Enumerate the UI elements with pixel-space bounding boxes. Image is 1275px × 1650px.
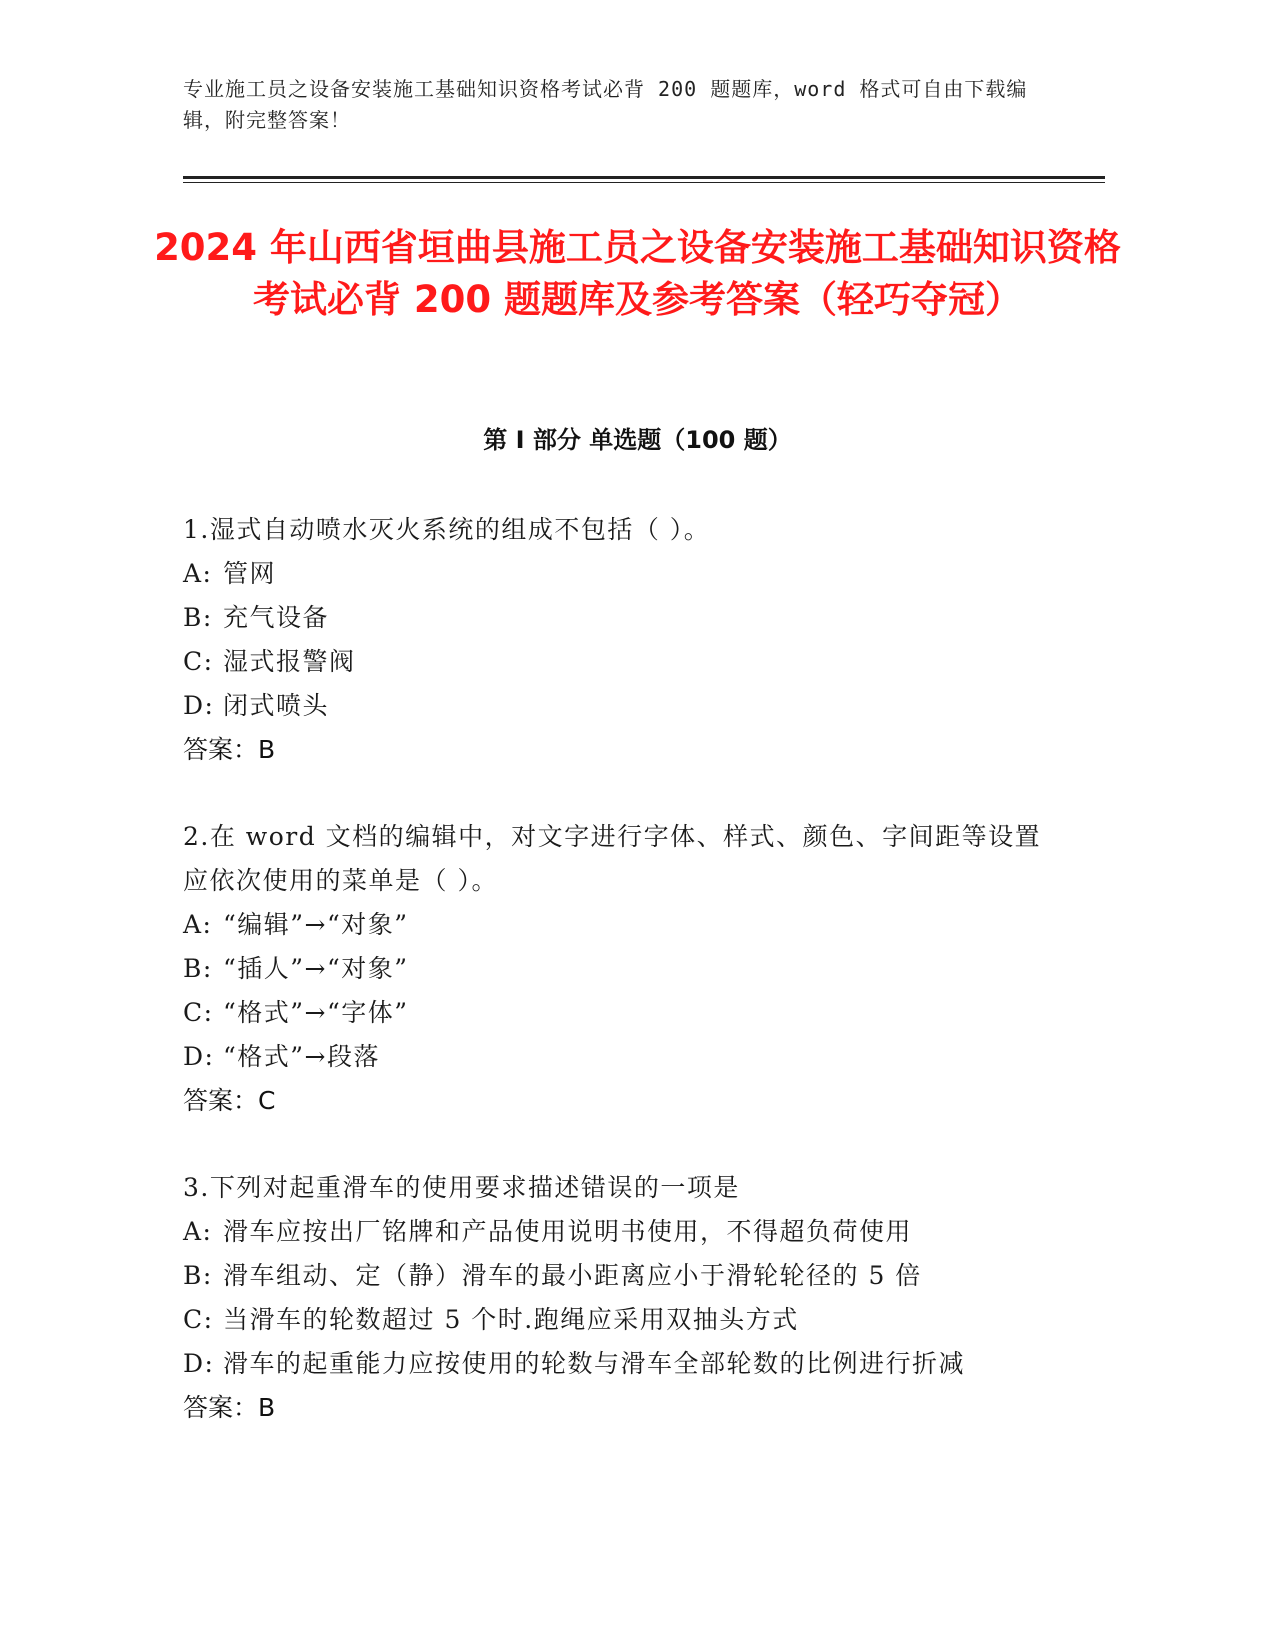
option-text: 湿式报警阀 (223, 647, 356, 676)
option-key: A: (183, 910, 213, 939)
answer-line: 答案：C (183, 1086, 276, 1115)
question-1 (183, 508, 1063, 772)
option-b (183, 1254, 1063, 1298)
question-stem: 3.下列对起重滑车的使用要求描述错误的一项是 (183, 1173, 740, 1202)
option-a (183, 552, 1063, 596)
option-b (183, 947, 1063, 991)
question-stem: 1.湿式自动喷水灭火系统的组成不包括（ ）。 (183, 515, 711, 544)
option-key: D: (183, 691, 215, 720)
option-text: 滑车组动、定（静）滑车的最小距离应小于滑轮轮径的 5 倍 (223, 1261, 922, 1290)
option-d (183, 1342, 1063, 1386)
option-key: C: (183, 998, 214, 1027)
section-title: 第 I 部分 单选题（100 题） (483, 426, 792, 454)
option-key: B: (183, 1261, 213, 1290)
option-key: C: (183, 647, 214, 676)
option-text: “编辑”→“对象” (223, 910, 409, 939)
option-key: D: (183, 1042, 215, 1071)
answer-line: 答案：B (183, 1393, 276, 1422)
question-3 (183, 1166, 1063, 1430)
option-text: “格式”→“字体” (223, 998, 409, 1027)
option-d (183, 684, 1063, 728)
option-text: 闭式喷头 (223, 691, 330, 720)
option-text: 管网 (223, 559, 277, 588)
header-note: 专业施工员之设备安装施工基础知识资格考试必背 200 题题库，word 格式可自由下载编辑，附完整答案！ (183, 77, 1028, 132)
option-text: “插人”→“对象” (223, 954, 409, 983)
question-stem: 2.在 word 文档的编辑中，对文字进行字体、样式、颜色、字间距等设置应依次使用的菜单是（ ）。 (183, 822, 1042, 895)
option-key: B: (183, 954, 213, 983)
option-c (183, 1298, 1063, 1342)
option-c (183, 991, 1063, 1035)
option-a (183, 903, 1063, 947)
option-key: C: (183, 1305, 214, 1334)
option-text: 充气设备 (223, 603, 330, 632)
option-text: “格式”→段落 (223, 1042, 381, 1071)
option-d (183, 1035, 1063, 1079)
answer-line: 答案：B (183, 735, 276, 764)
header-rule-thin (183, 182, 1105, 183)
option-text: 滑车的起重能力应按使用的轮数与滑车全部轮数的比例进行折减 (223, 1349, 966, 1378)
option-a (183, 1210, 1063, 1254)
option-b (183, 596, 1063, 640)
question-2 (183, 815, 1063, 1123)
option-key: D: (183, 1349, 215, 1378)
option-key: A: (183, 1217, 213, 1246)
question-list (183, 508, 1063, 1473)
option-c (183, 640, 1063, 684)
option-key: A: (183, 559, 213, 588)
header-rule-thick (183, 176, 1105, 179)
option-text: 滑车应按出厂铭牌和产品使用说明书使用，不得超负荷使用 (223, 1217, 913, 1246)
option-text: 当滑车的轮数超过 5 个时.跑绳应采用双抽头方式 (223, 1305, 799, 1334)
option-key: B: (183, 603, 213, 632)
document-title: 2024 年山西省垣曲县施工员之设备安装施工基础知识资格考试必背 200 题题库及参考答案（轻巧夺冠） (154, 226, 1121, 321)
